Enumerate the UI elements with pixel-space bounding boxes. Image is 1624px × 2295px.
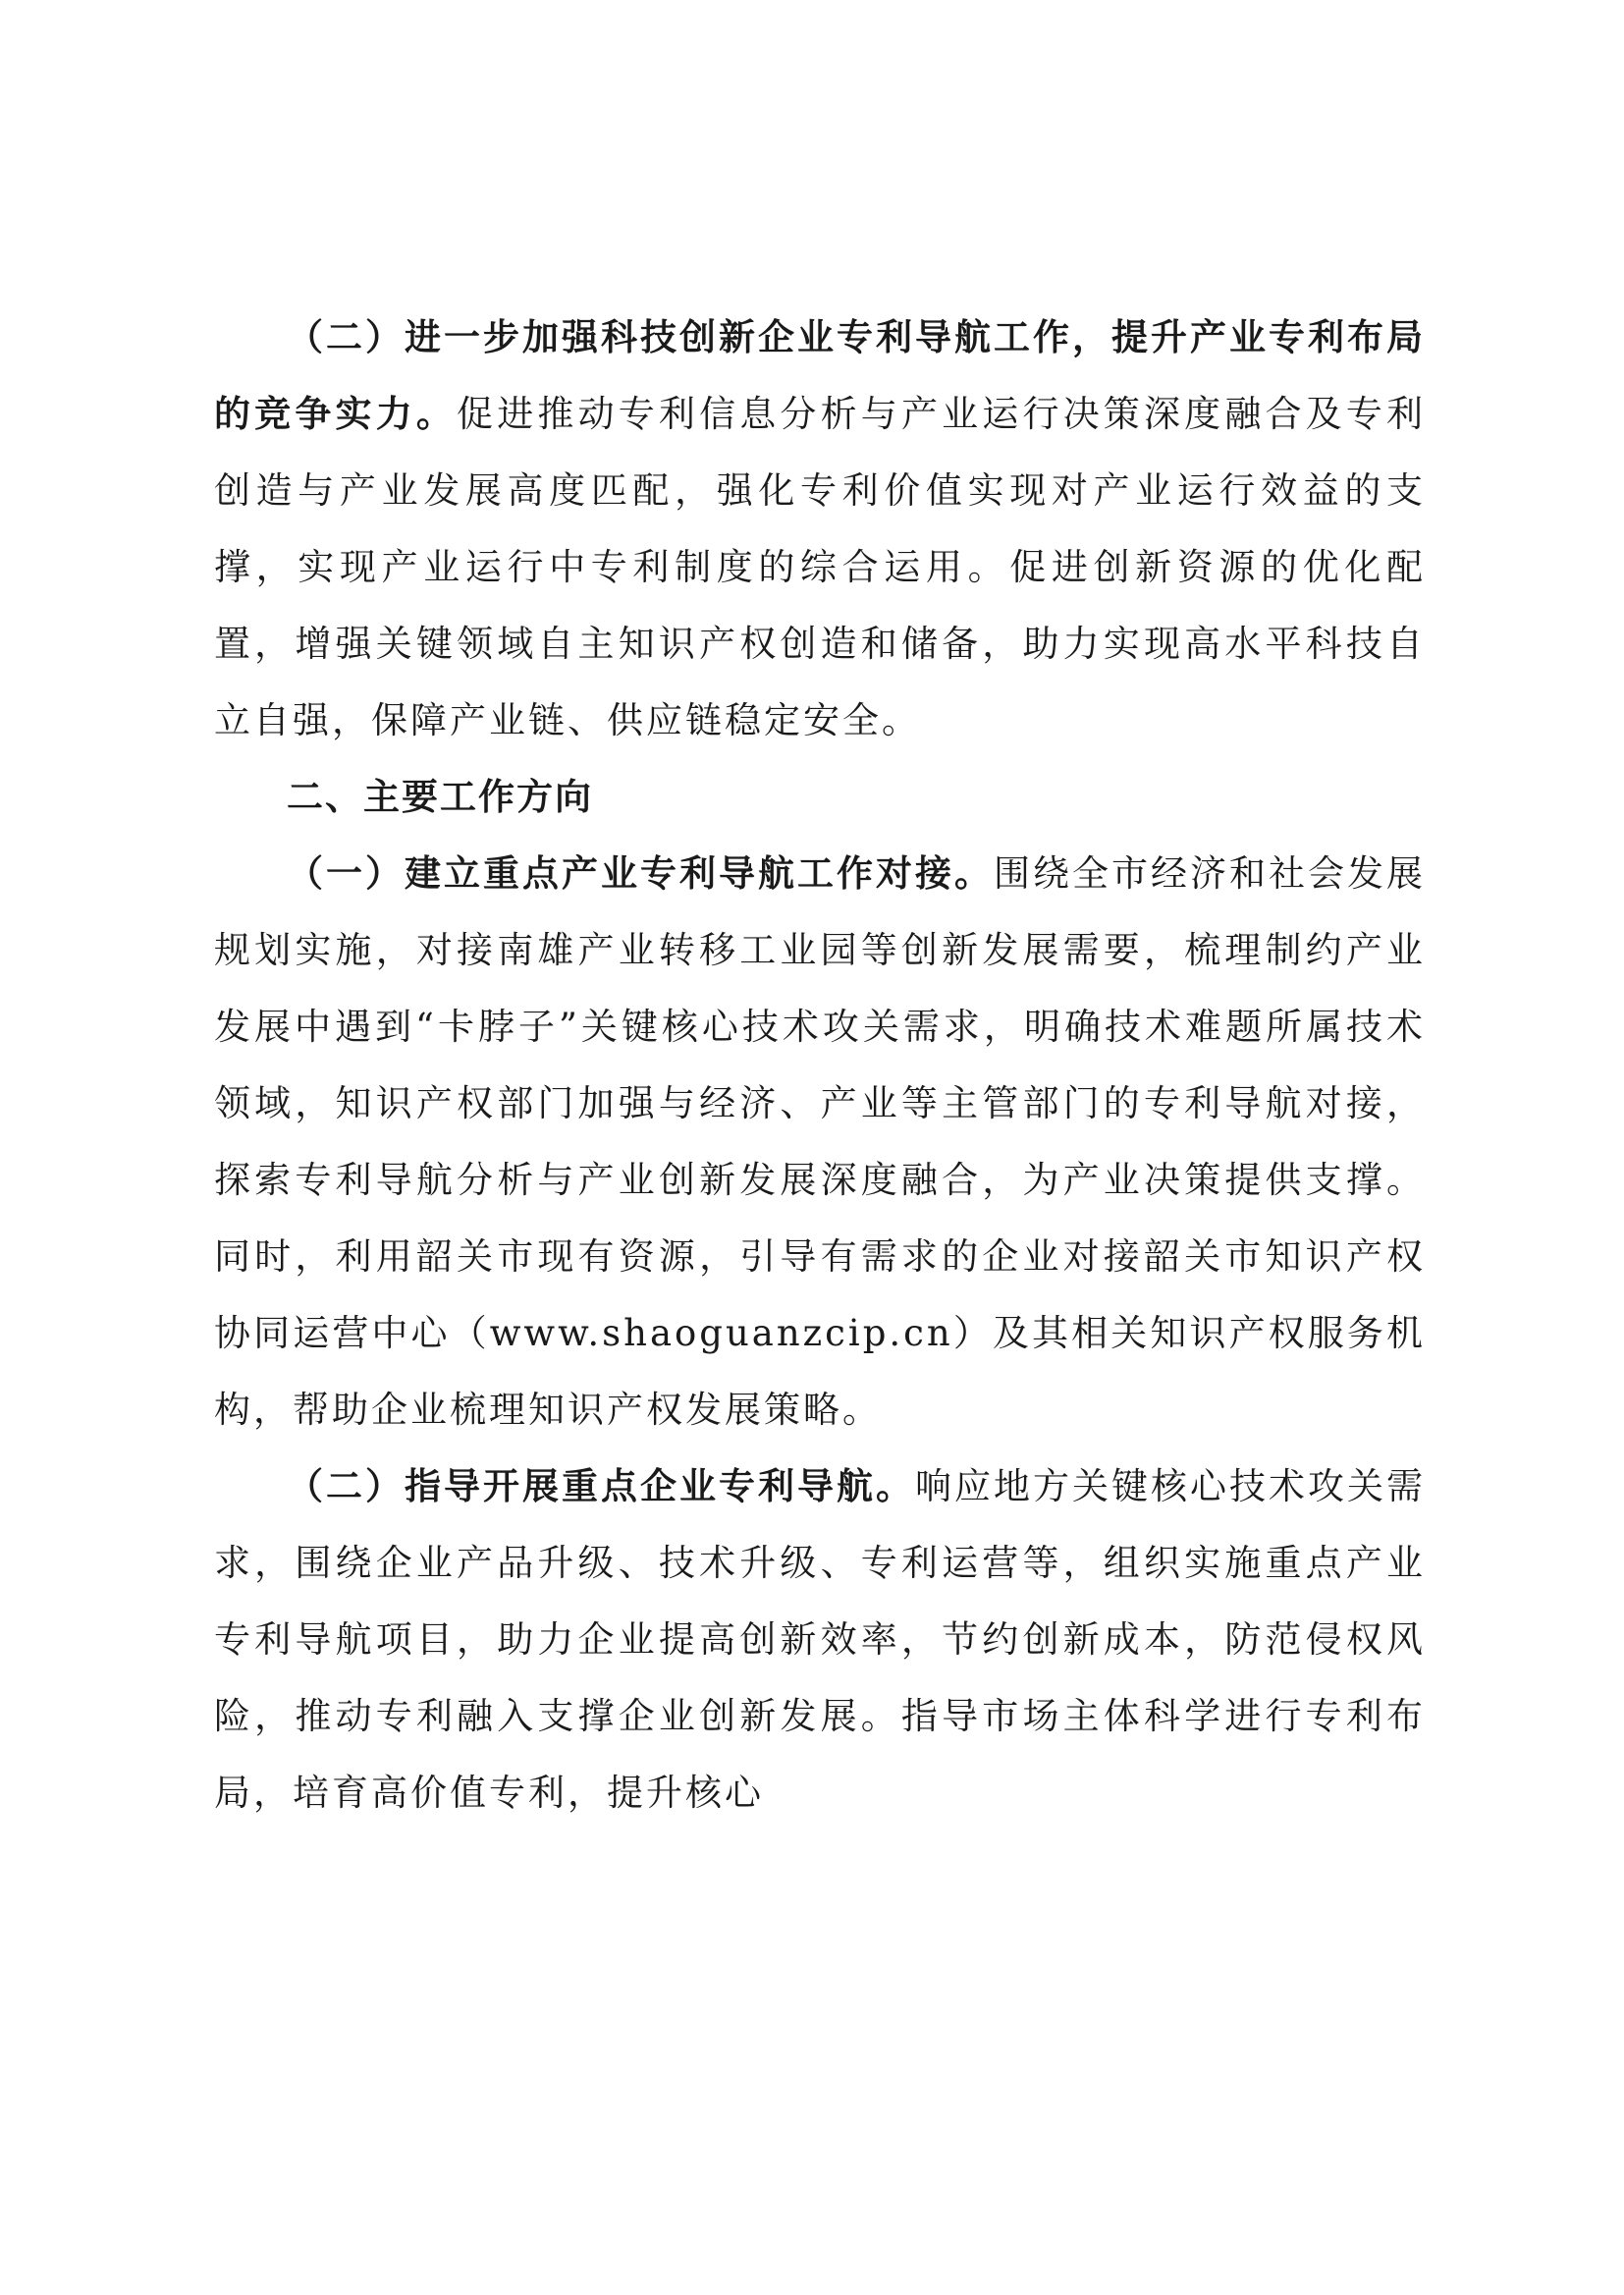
- paragraph-strengthen-patent-navigation: [214, 300, 1426, 759]
- paragraph-text: 响应地方关键核心技术攻关需求，围绕企业产品升级、技术升级、专利运营等，组织实施重点产业专利导航项目，助力企业提高创新效率，节约创新成本，防范侵权风险，推动专利融入支撑企业创新发展。指导市场主体科学进行专利布局，培育高价值专利，提升核心: [214, 1465, 1426, 1814]
- paragraph-text: 围绕全市经济和社会发展规划实施，对接南雄产业转移工业园等创新发展需要，梳理制约产业发展中遇到“卡脖子”关键核心技术攻关需求，明确技术难题所属技术领域，知识产权部门加强与经济、产业等主管部门的专利导航对接，探索专利导航分析与产业创新发展深度融合，为产业决策提供支撑。同时，利用韶关市现有资源，引导有需求的企业对接韶关市知识产权协同运营中心（www.shaoguanzcip.cn）及其相关知识产权服务机构，帮助企业梳理知识产权发展策略。: [214, 852, 1426, 1431]
- paragraph-text: 促进推动专利信息分析与产业运行决策深度融合及专利创造与产业发展高度匹配，强化专利价值实现对产业运行效益的支撑，实现产业运行中专利制度的综合运用。促进创新资源的优化配置，增强关键领域自主知识产权创造和储备，助力实现高水平科技自立自强，保障产业链、供应链稳定安全。: [214, 393, 1427, 741]
- paragraph-enterprise-patent-navigation: [214, 1448, 1426, 1831]
- paragraph-lead: （二）指导开展重点企业专利导航。: [287, 1465, 915, 1507]
- document-body: [214, 300, 1426, 1831]
- paragraph-lead: （二）进一步加强科技创新企业专利导航工作，提升产业专利布局的竞争实力。: [214, 316, 1426, 435]
- section-heading-main-directions: 二、主要工作方向: [287, 776, 593, 818]
- paragraph-lead: （一）建立重点产业专利导航工作对接。: [287, 852, 994, 895]
- paragraph-industry-patent-navigation: [214, 836, 1426, 1448]
